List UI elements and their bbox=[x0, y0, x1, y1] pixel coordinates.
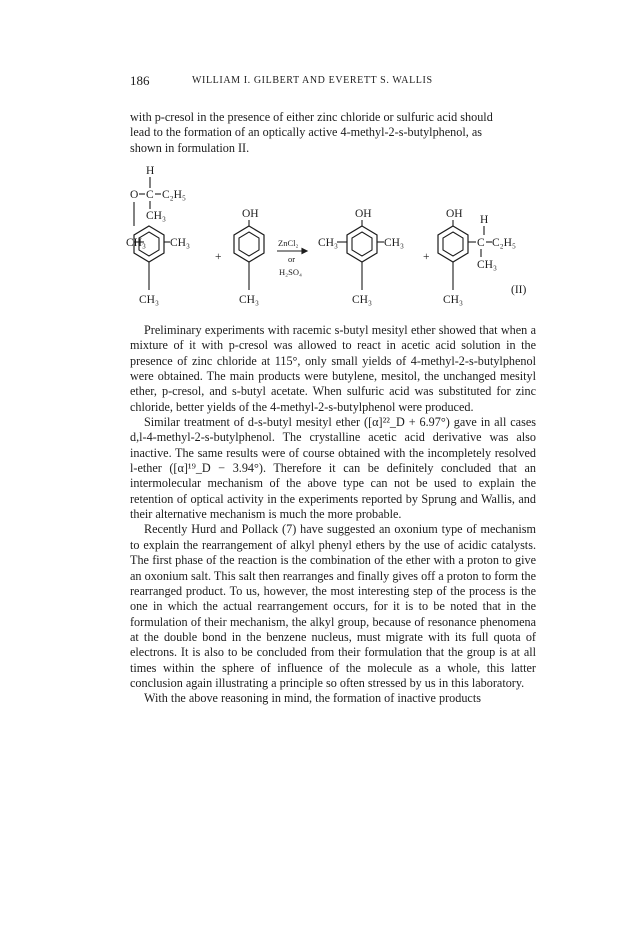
page-number: 186 bbox=[130, 73, 150, 88]
reaction-formula-II bbox=[126, 160, 536, 320]
methyl-group: CH₃ bbox=[239, 294, 259, 306]
carbon-atom: C bbox=[146, 189, 154, 201]
intro-line: lead to the formation of an optically active 4-methyl-2-s-butylphenol, as bbox=[130, 125, 482, 140]
reaction-scheme bbox=[126, 160, 536, 320]
paragraph: Recently Hurd and Pollack (7) have suggested an oxonium type of mechanism to explain the rearrangement of alkyl phenyl ethers by the use of acidic catalysts. The first phase of the reaction is the combination of the ether with a proton to give an oxonium salt. This salt then rearranges and finally gives off a proton to form the rearranged product. To us, however, the most interesting step of the process is the one in which the actual rearrangement occurs, for it is to be noted that in the formulation of their mechanism, the alkyl group, because of resonance phenomena at the double bond in the benzene nucleus, must migrate with its full quota of electrons. It is also to be concluded from their formulation that the group is at all times within the sphere of influence of the molecule as a whole, this latter conclusion again illustrating a principle so often stressed by us in this laboratory. bbox=[130, 522, 536, 690]
body-text bbox=[130, 323, 536, 707]
hydroxyl-group: OH bbox=[355, 208, 372, 220]
methyl-group: CH₃ bbox=[477, 259, 497, 271]
hydroxyl-group: OH bbox=[242, 208, 259, 220]
methyl-group: CH₃ bbox=[352, 294, 372, 306]
page-header bbox=[130, 73, 530, 91]
paragraph: Similar treatment of d-s-butyl mesityl ether ([α]²²_D + 6.97°) gave in all cases d,l-4-methyl-2-s-butylphenol. The crystalline acetic acid derivative was also inactive. The same results were of course obtained with the incompletely resolved l-ether ([α]¹⁹_D − 3.94°). Therefore it can be definitely concluded that an intermolecular mechanism of the above type can not be used to explain the retention of optical activity in the experiments reported by Sprung and Wallis, and their alternative mechanism is much the more probable. bbox=[130, 415, 536, 522]
methyl-group: CH₃ bbox=[139, 294, 159, 306]
intro-line: shown in formulation II. bbox=[130, 140, 250, 155]
paragraph: Preliminary experiments with racemic s-butyl mesityl ether showed that when a mixture of it with p-cresol was allowed to react in acetic acid solution in the presence of zinc chloride at 115°, only small yields of 4-methyl-2-s-butylphenol were obtained. The main products were butylene, mesitol, the unchanged mesityl ether, p-cresol, and s-butyl acetate. When sulfuric acid was substituted for zinc chloride, better yields of the 4-methyl-2-s-butylphenol were produced. bbox=[130, 323, 536, 414]
reagent-or: or bbox=[288, 254, 296, 264]
formula-label: (II) bbox=[511, 284, 527, 296]
h-atom: H bbox=[480, 214, 489, 226]
aromatic-circle bbox=[443, 232, 463, 256]
methyl-group: CH₃ bbox=[384, 237, 404, 249]
methyl-butylphenol-structure bbox=[438, 208, 516, 306]
p-cresol-structure bbox=[234, 208, 264, 306]
ethyl-group: C₂H₅ bbox=[162, 189, 186, 201]
reaction-conditions bbox=[277, 238, 307, 277]
h-atom: H bbox=[146, 165, 155, 177]
methyl-group: CH₃ bbox=[318, 237, 338, 249]
reagent-sulfuric-acid: H₂SO₄ bbox=[279, 267, 302, 277]
oxygen-atom: O bbox=[130, 189, 139, 201]
intro-line: with p-cresol in the presence of either zinc chloride or sulfuric acid should bbox=[130, 110, 493, 124]
running-head: WILLIAM I. GILBERT AND EVERETT S. WALLIS bbox=[192, 75, 433, 86]
ethyl-group: C₂H₅ bbox=[492, 237, 516, 249]
plus-sign: + bbox=[215, 251, 222, 263]
methyl-group: CH₃ bbox=[170, 237, 190, 249]
intro-paragraph bbox=[130, 110, 536, 156]
arrow-head bbox=[302, 249, 307, 254]
reagent-zinc-chloride: ZnCl₂ bbox=[278, 238, 299, 248]
plus-sign: + bbox=[423, 251, 430, 263]
methyl-group: CH₃ bbox=[443, 294, 463, 306]
hydroxyl-group: OH bbox=[446, 208, 463, 220]
methyl-group: CH₃ bbox=[146, 210, 166, 222]
paragraph: With the above reasoning in mind, the formation of inactive products bbox=[144, 691, 481, 706]
aromatic-circle bbox=[239, 232, 259, 256]
methyl-group: CH₃ bbox=[126, 237, 146, 249]
carbon-atom: C bbox=[477, 237, 485, 249]
mesityl-ether-structure bbox=[126, 165, 190, 306]
mesitol-structure bbox=[318, 208, 404, 306]
aromatic-circle bbox=[352, 232, 372, 256]
